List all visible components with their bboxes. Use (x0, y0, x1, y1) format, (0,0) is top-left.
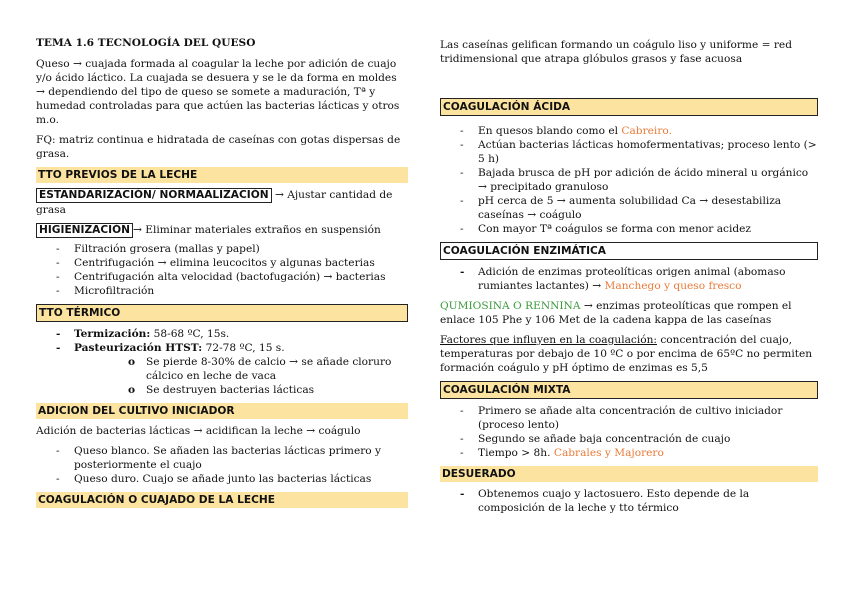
factores-text: concentración del cuajo, temperaturas por debajo de 10 ºC o por encima de 65ºC no permiten formación coágulo y pH óptimo de enzimas es 5,5 (440, 334, 813, 374)
list-item: - Bajada brusca de pH por adición de ácido mineral u orgánico → precipitado granuloso (440, 166, 818, 194)
higienizacion-text: → Eliminar materiales extraños en suspensión (132, 224, 381, 236)
list-item: - Centrifugación alta velocidad (bactofugación) → bacterias (36, 270, 408, 284)
fq-paragraph: FQ: matriz continua e hidratada de caseínas con gotas dispersas de grasa. (36, 134, 401, 160)
acida-item-text: En quesos blando como el (478, 125, 622, 137)
list-item (440, 446, 818, 460)
mixta-list (440, 404, 818, 460)
list-item: - Obtenemos cuajo y lactosuero. Esto depende de la composición de la leche y tto térmico (440, 487, 818, 515)
estandarizacion-tag: ESTANDARIZACIÓN/ NORMAALIZACIÓN (36, 188, 272, 203)
section-header-desuerado: DESUERADO (440, 466, 818, 482)
list-item (36, 341, 408, 397)
list-item: - pH cerca de 5 → aumenta solubilidad Ca → desestabiliza caseínas → coágulo (440, 194, 818, 222)
factores-paragraph (440, 333, 818, 375)
list-item: - Queso duro. Cuajo se añade junto las bacterias lácticas (36, 472, 408, 486)
desuerado-list (440, 487, 818, 515)
list-item: - Filtración grosera (mallas y papel) (36, 242, 408, 256)
list-item: - Primero se añade alta concentración de cultivo iniciador (proceso lento) (440, 404, 818, 432)
list-item: - Con mayor Tª coágulos se forma con menor acidez (440, 222, 818, 236)
enzimatica-list (440, 265, 818, 293)
section-header-termico: TTO TÉRMICO (36, 304, 408, 322)
intro-paragraph: Queso → cuajada formada al coagular la leche por adición de cuajo y/o ácido láctico. La cuajada se desuera y se le da forma en moldes → dependiendo del tipo de queso se somete a maduración, Tª y humedad controladas para que actúen las bacterias lácticas y otros m.o. (36, 58, 400, 126)
sub-list-item: o Se destruyen bacterias lácticas (74, 383, 408, 397)
list-item: - Microfiltración (36, 284, 408, 298)
list-item: - Queso blanco. Se añaden las bacterias lácticas primero y posteriormente el cuajo (36, 444, 408, 472)
pasteurizacion-sublist (74, 355, 408, 397)
cultivo-list (36, 444, 408, 486)
section-header-acida: COAGULACIÓN ÁCIDA (440, 98, 818, 116)
manchego-text: Manchego y queso fresco (604, 280, 742, 292)
section-header-coagulacion: COAGULACIÓN O CUAJADO DE LA LECHE (36, 492, 408, 508)
list-item: - Centrifugación → elimina leucocitos y algunas bacterias (36, 256, 408, 270)
termico-list (36, 327, 408, 397)
quimosina-text: → enzimas proteolíticas que rompen el enlace 105 Phe y 106 Met de la cadena kappa de las caseínas (440, 300, 792, 326)
list-item: - Segundo se añade baja concentración de cuajo (440, 432, 818, 446)
list-item (440, 124, 818, 138)
termizacion-label: Termización: (74, 328, 151, 340)
estandarizacion-paragraph (36, 188, 408, 217)
estandarizacion-text: → Ajustar cantidad de grasa (36, 189, 393, 216)
higienizacion-list (36, 242, 408, 298)
acida-list (440, 124, 818, 236)
cabreiro-link: Cabreiro. (621, 125, 672, 137)
quimosina-term: QUMIOSINA O RENNINA (440, 300, 581, 312)
termizacion-value: 58-68 ºC, 15s. (150, 328, 230, 340)
cabrales-text: Cabrales y Majorero (553, 447, 664, 459)
list-item: - Actúan bacterias lácticas homofermentativas; proceso lento (> 5 h) (440, 138, 818, 166)
section-header-cultivo: ADICION DEL CULTIVO INICIADOR (36, 403, 408, 419)
pasteurizacion-value: 72-78 ºC, 15 s. (202, 342, 285, 354)
pasteurizacion-label: Pasteurización HTST: (74, 342, 203, 354)
section-header-previos: TTO PREVIOS DE LA LECHE (36, 167, 408, 183)
list-item (36, 327, 408, 341)
caseinas-paragraph: Las caseínas gelifican formando un coágulo liso y uniforme = red tridimensional que atrapa glóbulos grasos y fase acuosa (440, 39, 792, 65)
left-column (36, 36, 408, 513)
page-title: TEMA 1.6 TECNOLOGÍA DEL QUESO (36, 37, 256, 49)
higienizacion-tag: HIGIENIZACIÓN (36, 223, 133, 238)
cultivo-paragraph: Adición de bacterias lácticas → acidifican la leche → coágulo (36, 425, 361, 437)
factores-term: Factores que influyen en la coagulación: (440, 334, 657, 346)
section-header-enzimatica: COAGULACIÓN ENZIMÁTICA (440, 242, 818, 260)
list-item (440, 265, 818, 293)
higienizacion-paragraph (36, 223, 408, 238)
quimosina-paragraph (440, 299, 818, 327)
mixta-item-text: Tiempo > 8h. (478, 447, 554, 459)
section-header-mixta: COAGULACIÓN MIXTA (440, 381, 818, 399)
sub-list-item: o Se pierde 8-30% de calcio → se añade cloruro cálcico en leche de vaca (74, 355, 408, 383)
right-column (440, 38, 818, 521)
enzimatica-item-text: Adición de enzimas proteolíticas origen animal (abomaso rumiantes lactantes) → (478, 266, 786, 292)
